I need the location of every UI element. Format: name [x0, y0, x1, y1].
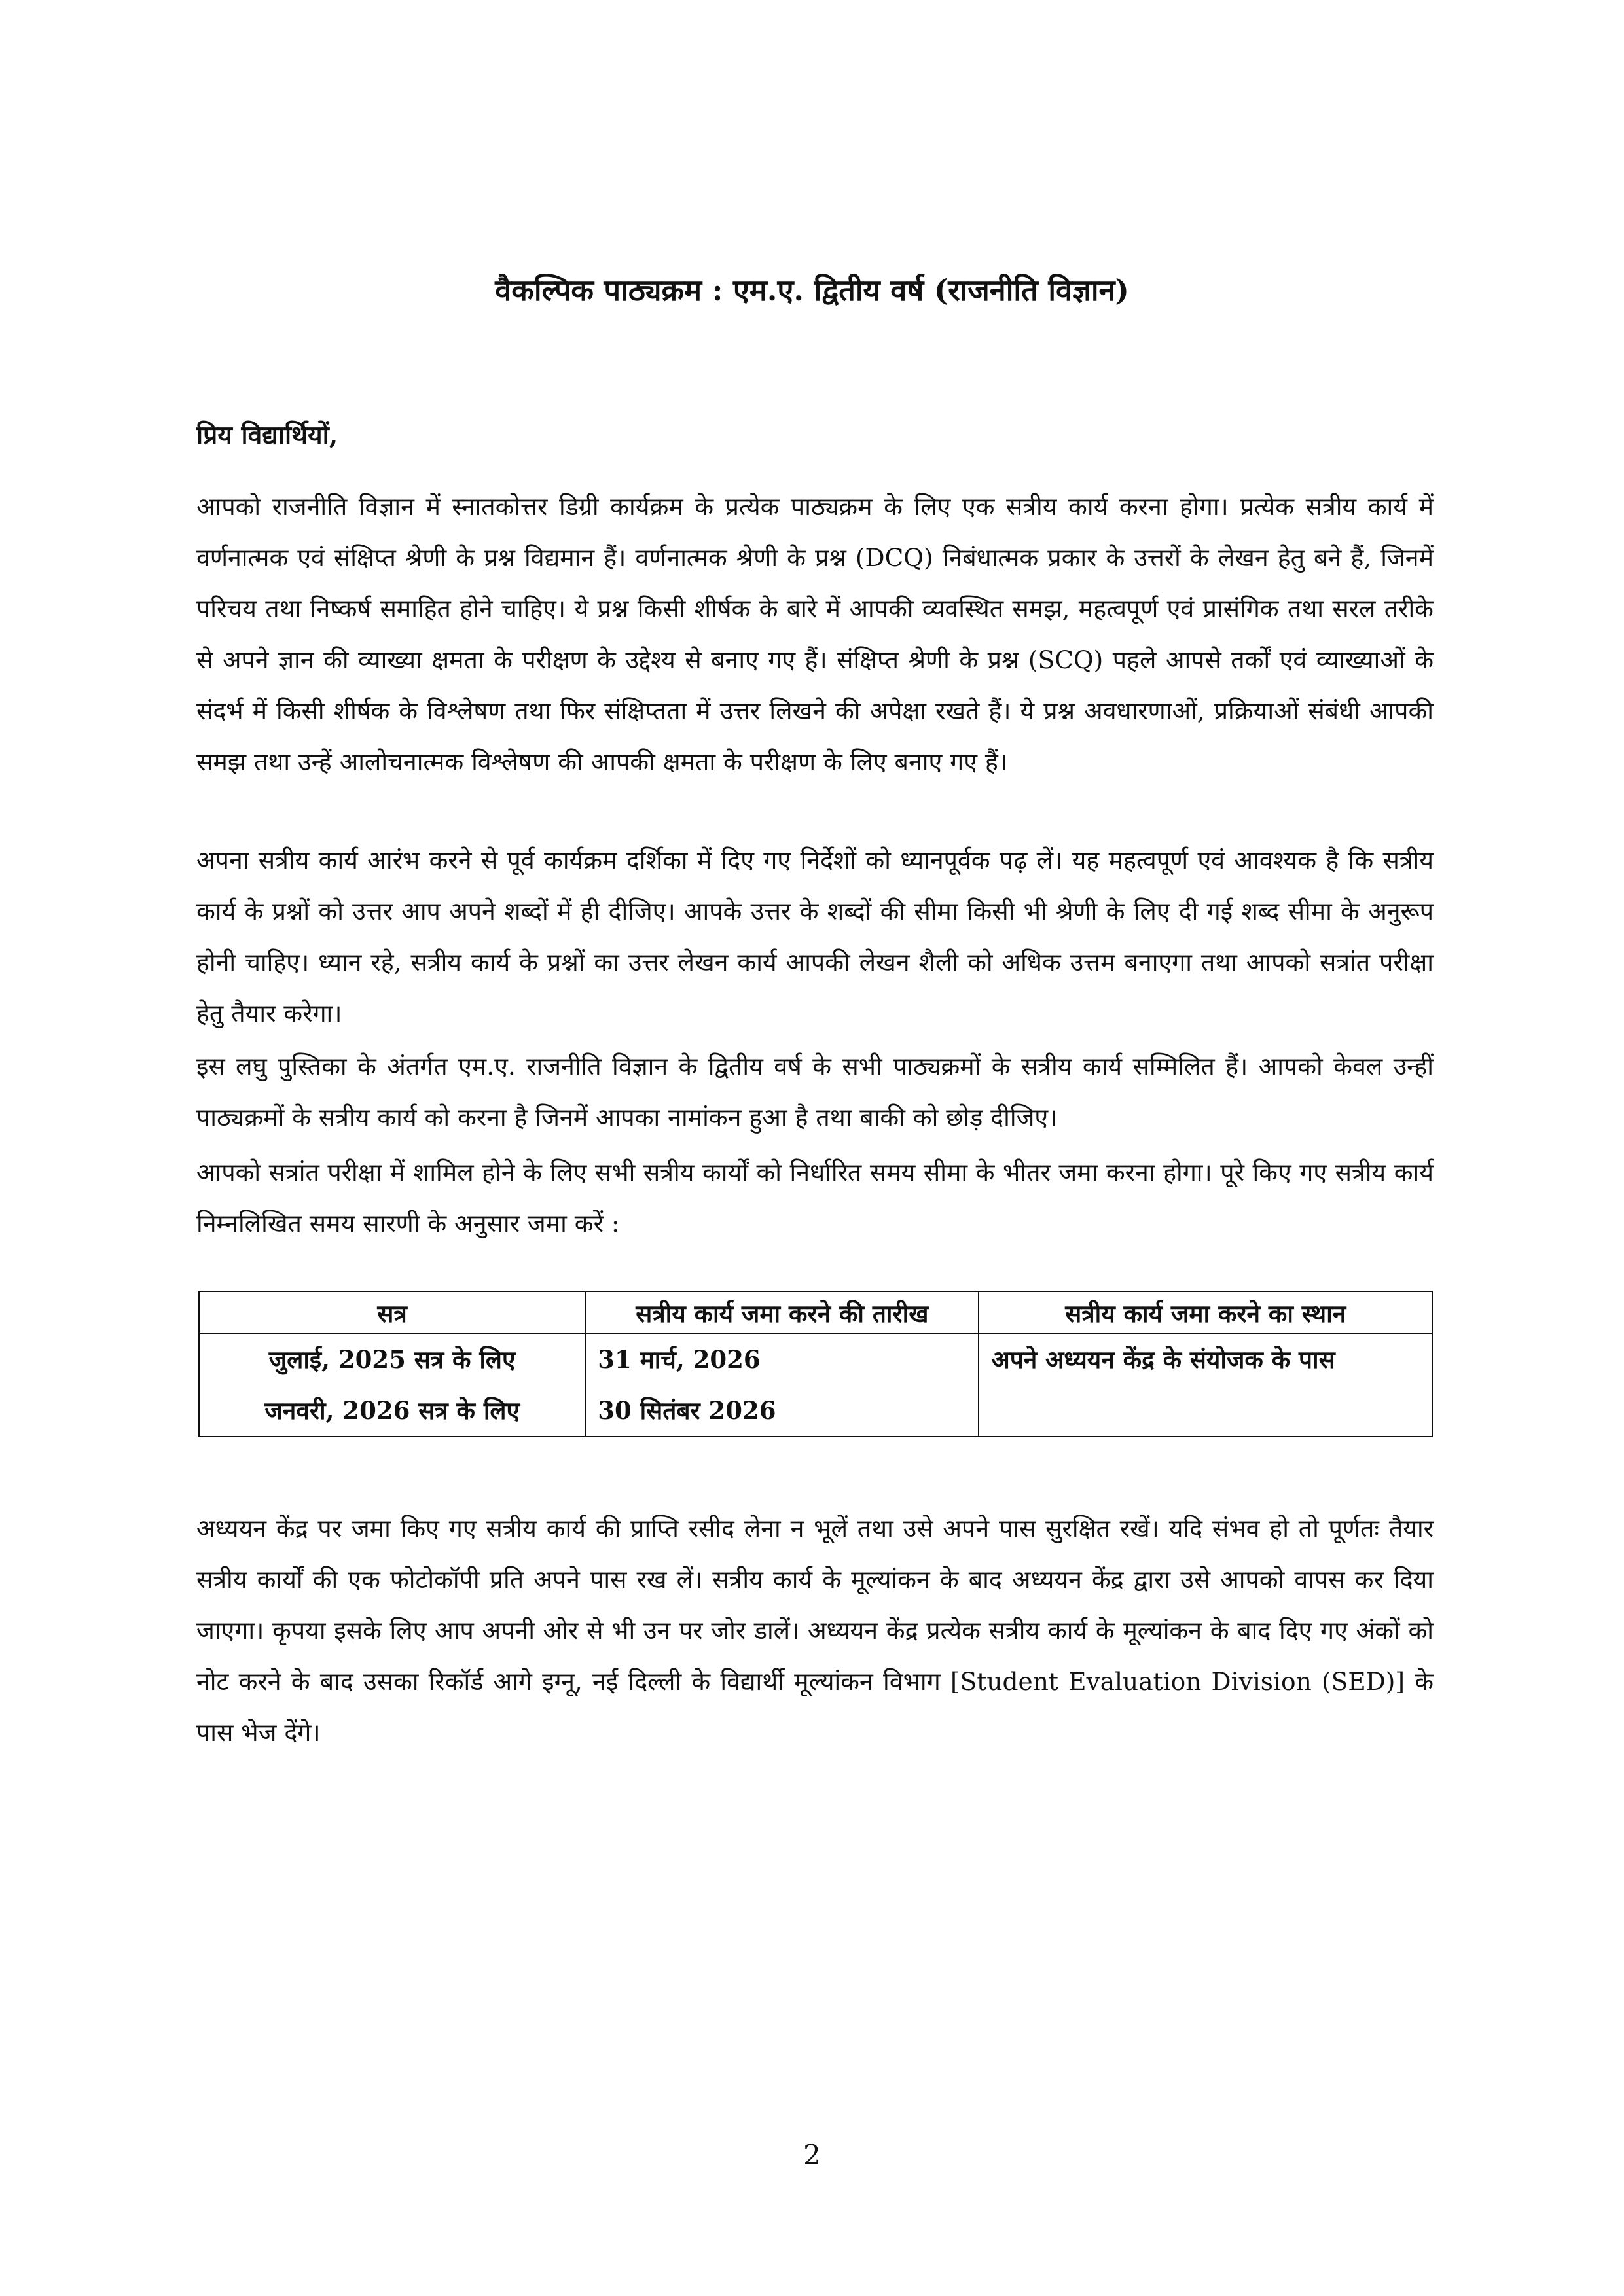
date-september-2026: 30 सितंबर 2026 [598, 1396, 776, 1425]
table-header-date: सत्रीय कार्य जमा करने की तारीख [585, 1291, 979, 1333]
paragraph-assignment-intro: आपको राजनीति विज्ञान में स्नातकोत्तर डिग्री कार्यक्रम के प्रत्येक पाठ्यक्रम के लिए एक सत्रीय कार्य करना होगा। प्रत्येक सत्रीय कार्य में वर्णनात्मक एवं संक्षिप्त श्रेणी के प्रश्न विद्यमान हैं। वर्णनात्मक श्रेणी के प्रश्न (DCQ) निबंधात्मक प्रकार के उत्तरों के लेखन हेतु बने हैं, जिनमें परिचय तथा निष्कर्ष समाहित होने चाहिए। ये प्रश्न किसी शीर्षक के बारे में आपकी व्यवस्थित समझ, महत्वपूर्ण एवं प्रासंगिक तथा सरल तरीके से अपने ज्ञान की व्याख्या क्षमता के परीक्षण के उद्देश्य से बनाए गए हैं। संक्षिप्त श्रेणी के प्रश्न (SCQ) पहले आपसे तर्कों एवं व्याख्याओं के संदर्भ में किसी शीर्षक के विश्लेषण तथा फिर संक्षिप्तता में उत्तर लिखने की अपेक्षा रखते हैं। ये प्रश्न अवधारणाओं, प्रक्रियाओं संबंधी आपकी समझ तथा उन्हें आलोचनात्मक विश्लेषण की आपकी क्षमता के परीक्षण के लिए बनाए गए हैं। [196, 492, 1434, 776]
table-header-session: सत्र [199, 1291, 585, 1333]
session-july-2025: जुलाई, 2025 सत्र के लिए [268, 1345, 516, 1374]
paragraph-receipt-evaluation: अध्ययन केंद्र पर जमा किए गए सत्रीय कार्य की प्राप्ति रसीद लेना न भूलें तथा उसे अपने पास सुरक्षित रखें। यदि संभव हो तो पूर्णतः तैयार सत्रीय कार्यों की एक फोटोकॉपी प्रति अपने पास रख लें। सत्रीय कार्य के मूल्यांकन के बाद अध्ययन केंद्र द्वारा उसे आपको वापस कर दिया जाएगा। कृपया इसके लिए आप अपनी ओर से भी उन पर जोर डालें। अध्ययन केंद्र प्रत्येक सत्रीय कार्य के मूल्यांकन के बाद दिए गए अंकों को नोट करने के बाद उसका रिकॉर्ड आगे इग्नू, नई दिल्ली के विद्यार्थी मूल्यांकन विभाग [Student Evaluation Division (SED)] के पास भेज देंगे। [196, 1514, 1434, 1747]
session-january-2026: जनवरी, 2026 सत्र के लिए [264, 1396, 520, 1425]
table-header-place: सत्रीय कार्य जमा करने का स्थान [979, 1291, 1432, 1333]
table-header-row [199, 1291, 1432, 1333]
table-row [199, 1333, 1432, 1437]
page-number: 2 [803, 2139, 821, 2171]
paragraph-booklet-contents: इस लघु पुस्तिका के अंतर्गत एम.ए. राजनीति विज्ञान के द्वितीय वर्ष के सभी पाठ्यक्रमों के सत्रीय कार्य सम्मिलित हैं। आपको केवल उन्हीं पाठ्यक्रमों के सत्रीय कार्य को करना है जिनमें आपका नामांकन हुआ है तथा बाकी को छोड़ दीजिए। [196, 1052, 1434, 1132]
document-title: वैकल्पिक पाठ्यक्रम : एम.ए. द्वितीय वर्ष (राजनीति विज्ञान) [495, 273, 1129, 308]
submission-schedule-table [198, 1291, 1433, 1437]
paragraph-submission-schedule: आपको सत्रांत परीक्षा में शामिल होने के लिए सभी सत्रीय कार्यों को निर्धारित समय सीमा के भीतर जमा करना होगा। पूरे किए गए सत्रीय कार्य निम्नलिखित समय सारणी के अनुसार जमा करें : [196, 1158, 1434, 1238]
salutation: प्रिय विद्यार्थियों, [196, 420, 338, 450]
date-march-2026: 31 मार्च, 2026 [598, 1345, 761, 1374]
table-cell-dates [585, 1333, 979, 1437]
paragraph-instructions: अपना सत्रीय कार्य आरंभ करने से पूर्व कार्यक्रम दर्शिका में दिए गए निर्देशों को ध्यानपूर्वक पढ़ लें। यह महत्वपूर्ण एवं आवश्यक है कि सत्रीय कार्य के प्रश्नों को उत्तर आप अपने शब्दों में ही दीजिए। आपके उत्तर के शब्दों की सीमा किसी भी श्रेणी के लिए दी गई शब्द सीमा के अनुरूप होनी चाहिए। ध्यान रहे, सत्रीय कार्य के प्रश्नों का उत्तर लेखन कार्य आपकी लेखन शैली को अधिक उत्तम बनाएगा तथा आपको सत्रांत परीक्षा हेतु तैयार करेगा। [196, 846, 1434, 1028]
table-cell-place [979, 1333, 1432, 1437]
submission-place: अपने अध्ययन केंद्र के संयोजक के पास [991, 1345, 1335, 1374]
table-cell-sessions [199, 1333, 585, 1437]
